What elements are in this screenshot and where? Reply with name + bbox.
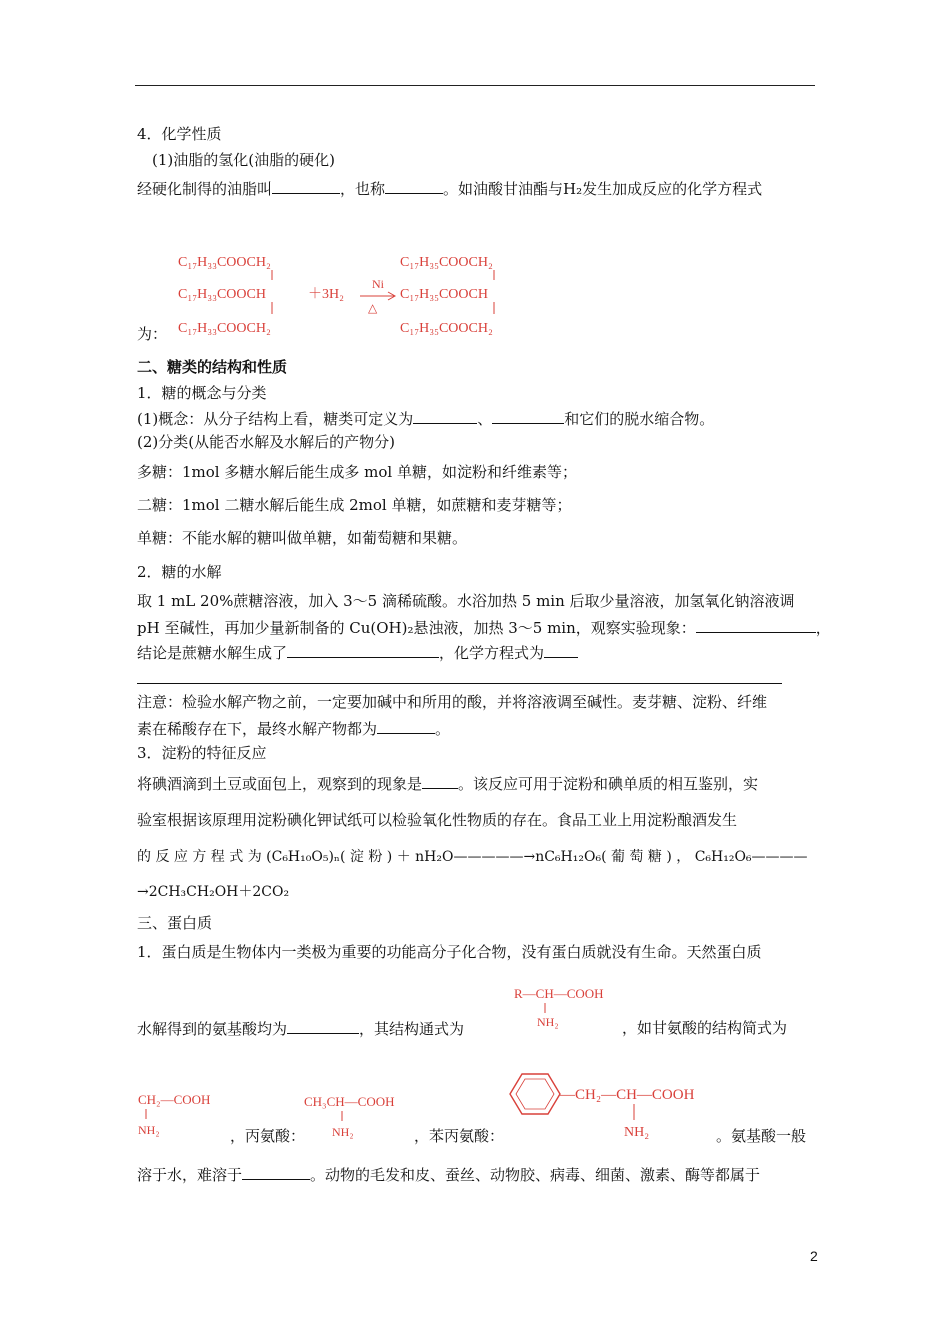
hydrolysis-paragraph-3: 结论是蔗糖水解生成了 ，化学方程式为 xyxy=(137,642,578,663)
phenylalanine-top: —CH₂—CH—COOH xyxy=(560,1087,695,1103)
protein-paragraph-1: 1．蛋白质是生物体内一类极为重要的功能高分子化合物，没有蛋白质就没有生命。天然蛋白质 xyxy=(137,943,762,961)
hydrogen-reagent: ＋3H₂ xyxy=(308,287,344,302)
general-formula-amino: NH₂ xyxy=(537,1015,559,1029)
answer-blank[interactable] xyxy=(696,617,816,633)
glycine-top: CH₂—COOH xyxy=(138,1092,211,1107)
hydrogenation-equation xyxy=(172,246,532,342)
glycine-amino: NH₂ xyxy=(138,1123,160,1137)
amino-acid-general-formula xyxy=(512,982,622,1032)
hydrolysis-heading: 2．糖的水解 xyxy=(137,563,222,581)
monosaccharide-line: 单糖：不能水解的糖叫做单糖，如葡萄糖和果糖。 xyxy=(137,529,468,547)
top-rule xyxy=(135,85,815,86)
answer-blank[interactable] xyxy=(242,1164,310,1180)
section-2-heading: 二、糖类的结构和性质 xyxy=(137,358,288,376)
section-4-heading: 4．化学性质 xyxy=(137,125,222,143)
answer-blank[interactable] xyxy=(377,718,435,734)
subsection-hydrogenation: (1)油脂的氢化(油脂的硬化) xyxy=(152,151,335,169)
hydrolysis-paragraph-2: pH 至碱性，再加少量新制备的 Cu(OH)₂悬浊液，加热 3～5 min，观察实验现象： ， xyxy=(137,619,831,637)
note-line-1: 注意：检验水解产物之前，一定要加碱中和所用的酸，并将溶液调至碱性。麦芽糖、淀粉、纤维 xyxy=(137,693,768,711)
concept-paragraph: (1)概念：从分子结构上看，糖类可定义为 、 和它们的脱水缩合物。 xyxy=(137,410,715,428)
for-label: 为： xyxy=(137,325,168,343)
polysaccharide-line: 多糖：1mol 多糖水解后能生成多 mol 单糖，如淀粉和纤维素等； xyxy=(137,463,577,481)
glycine-formula xyxy=(136,1088,236,1140)
page-number: 2 xyxy=(810,1248,818,1264)
protein-paragraph-3: 溶于水，难溶于 。动物的毛发和皮、蚕丝、动物胶、病毒、细菌、激素、酶等都属于 xyxy=(137,1166,761,1184)
fermentation-equation: 的 反 应 方 程 式 为 (C₆H₁₀O₅)ₙ( 淀 粉 ) ＋ nH₂O—————→nC₆H₁₂O₆( 葡 萄 糖 ) ， C₆H₁₂O₆———— xyxy=(137,849,808,865)
phenylalanine-label: ，苯丙氨酸： xyxy=(414,1127,505,1145)
protein-paragraph-2: 水解得到的氨基酸均为 ，其结构通式为 xyxy=(137,1020,465,1038)
answer-blank[interactable] xyxy=(272,178,340,194)
paragraph-hardened-oil: 经硬化制得的油脂叫 ，也称 。如油酸甘油酯与H₂发生加成反应的化学方程式 xyxy=(137,180,763,198)
disaccharide-line: 二糖：1mol 二糖水解后能生成 2mol 单糖，如蔗糖和麦芽糖等； xyxy=(137,496,572,514)
answer-blank[interactable] xyxy=(544,642,578,658)
note-line-2: 素在稀酸存在下，最终水解产物都为 。 xyxy=(137,720,451,738)
product-line-3: C₁₇H₃₅COOCH₂ xyxy=(400,321,493,336)
answer-blank[interactable] xyxy=(492,408,564,424)
alanine-label: ，丙氨酸： xyxy=(230,1127,306,1145)
nickel-catalyst: Ni xyxy=(372,277,384,291)
hydrolysis-paragraph-1: 取 1 mL 20%蔗糖溶液，加入 3～5 滴稀硫酸。水浴加热 5 min 后取少量溶液，加氢氧化钠溶液调 xyxy=(137,592,795,610)
alanine-amino: NH₂ xyxy=(332,1125,354,1139)
sugar-concept-heading: 1．糖的概念与分类 xyxy=(137,384,267,402)
answer-blank[interactable] xyxy=(287,1018,359,1034)
glycine-intro: ，如甘氨酸的结构简式为 xyxy=(622,1019,788,1037)
section-3-heading: 三、蛋白质 xyxy=(137,914,213,932)
equation-answer-line[interactable] xyxy=(137,683,782,684)
alanine-top: CH₃CH—COOH xyxy=(304,1094,395,1109)
answer-blank[interactable] xyxy=(413,408,477,424)
product-line-1: C₁₇H₃₅COOCH₂ xyxy=(400,255,493,270)
starch-paragraph-2: 验室根据该原理用淀粉碘化钾试纸可以检验氧化性物质的存在。食品工业上用淀粉酿酒发生 xyxy=(137,811,738,829)
answer-blank[interactable] xyxy=(422,773,458,789)
phenylalanine-formula xyxy=(500,1066,730,1146)
phenylalanine-amino: NH₂ xyxy=(624,1125,650,1140)
general-formula-top: R—CH—COOH xyxy=(514,986,604,1001)
starch-heading: 3．淀粉的特征反应 xyxy=(137,744,267,762)
classification-line: (2)分类(从能否水解及水解后的产物分) xyxy=(137,433,395,451)
heat-symbol: △ xyxy=(368,301,378,315)
reactant-line-2: C₁₇H₃₃COOCH xyxy=(178,287,266,302)
ethanol-equation: →2CH₃CH₂OH＋2CO₂ xyxy=(137,884,290,900)
amino-acid-solubility-start: 。氨基酸一般 xyxy=(716,1127,807,1145)
answer-blank[interactable] xyxy=(287,642,439,658)
reactant-line-1: C₁₇H₃₃COOCH₂ xyxy=(178,255,271,270)
alanine-formula xyxy=(302,1090,417,1142)
answer-blank[interactable] xyxy=(385,178,443,194)
starch-paragraph-1: 将碘酒滴到土豆或面包上，观察到的现象是 。该反应可用于淀粉和碘单质的相互鉴别，实 xyxy=(137,775,759,793)
product-line-2: C₁₇H₃₅COOCH xyxy=(400,287,488,302)
reactant-line-3: C₁₇H₃₃COOCH₂ xyxy=(178,321,271,336)
